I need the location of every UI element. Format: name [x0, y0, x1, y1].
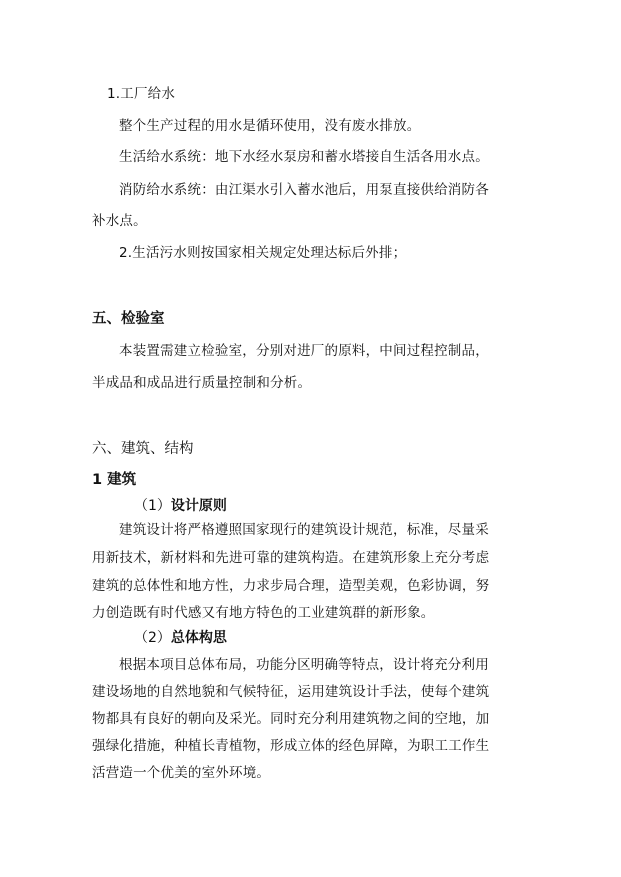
principle-line-2: 用新技术，新材料和先进可靠的建筑构造。在建筑形象上充分考虑 — [92, 550, 490, 566]
lab-line-2: 半成品和成品进行质量控制和分析。 — [92, 375, 312, 391]
concept-line-5: 活营造一个优美的室外环境。 — [92, 765, 271, 781]
building-heading: 六、建筑、结构 — [92, 441, 194, 457]
design-principle-number: （1） — [134, 498, 171, 514]
water-item-2: 2.生活污水则按国家相关规定处理达标后外排； — [119, 245, 407, 261]
water-paragraph-1: 整个生产过程的用水是循环使用，没有废水排放。 — [119, 118, 421, 134]
concept-line-3: 物都具有良好的朝向及采光。同时充分利用建筑物之间的空地，加 — [92, 711, 490, 727]
lab-heading: 五、检验室 — [92, 311, 165, 327]
concept-line-1: 根据本项目总体布局，功能分区明确等特点，设计将充分利用 — [119, 657, 489, 673]
design-principle-title: 设计原则 — [170, 498, 227, 514]
principle-line-4: 力创造既有时代感又有地方特色的工业建筑群的新形象。 — [92, 605, 435, 621]
overall-concept-number: （2） — [134, 630, 171, 646]
design-principle-heading — [134, 496, 227, 516]
water-item-1: 1.工厂给水 — [107, 86, 176, 102]
principle-line-1: 建筑设计将严格遵照国家现行的建筑设计规范，标准，尽量采 — [119, 522, 489, 538]
concept-line-4: 强绿化措施，种植长青植物，形成立体的经色屏障，为职工工作生 — [92, 738, 490, 754]
principle-line-3: 建筑的总体性和地方性，力求步局合理，造型美观，色彩协调，努 — [92, 578, 490, 594]
water-paragraph-2: 生活给水系统：地下水经水泵房和蓄水塔接自生活各用水点。 — [119, 149, 489, 165]
overall-concept-heading — [134, 628, 227, 648]
concept-line-2: 建设场地的自然地貌和气候特征，运用建筑设计手法，使每个建筑 — [92, 684, 490, 700]
overall-concept-title: 总体构思 — [170, 630, 227, 646]
water-paragraph-3-line-2: 补水点。 — [92, 213, 147, 229]
lab-line-1: 本装置需建立检验室，分别对进厂的原料，中间过程控制品， — [119, 343, 489, 359]
building-subheading: 1 建筑 — [92, 472, 137, 488]
water-paragraph-3-line-1: 消防给水系统：由江渠水引入蓄水池后，用泵直接供给消防各 — [119, 182, 489, 198]
